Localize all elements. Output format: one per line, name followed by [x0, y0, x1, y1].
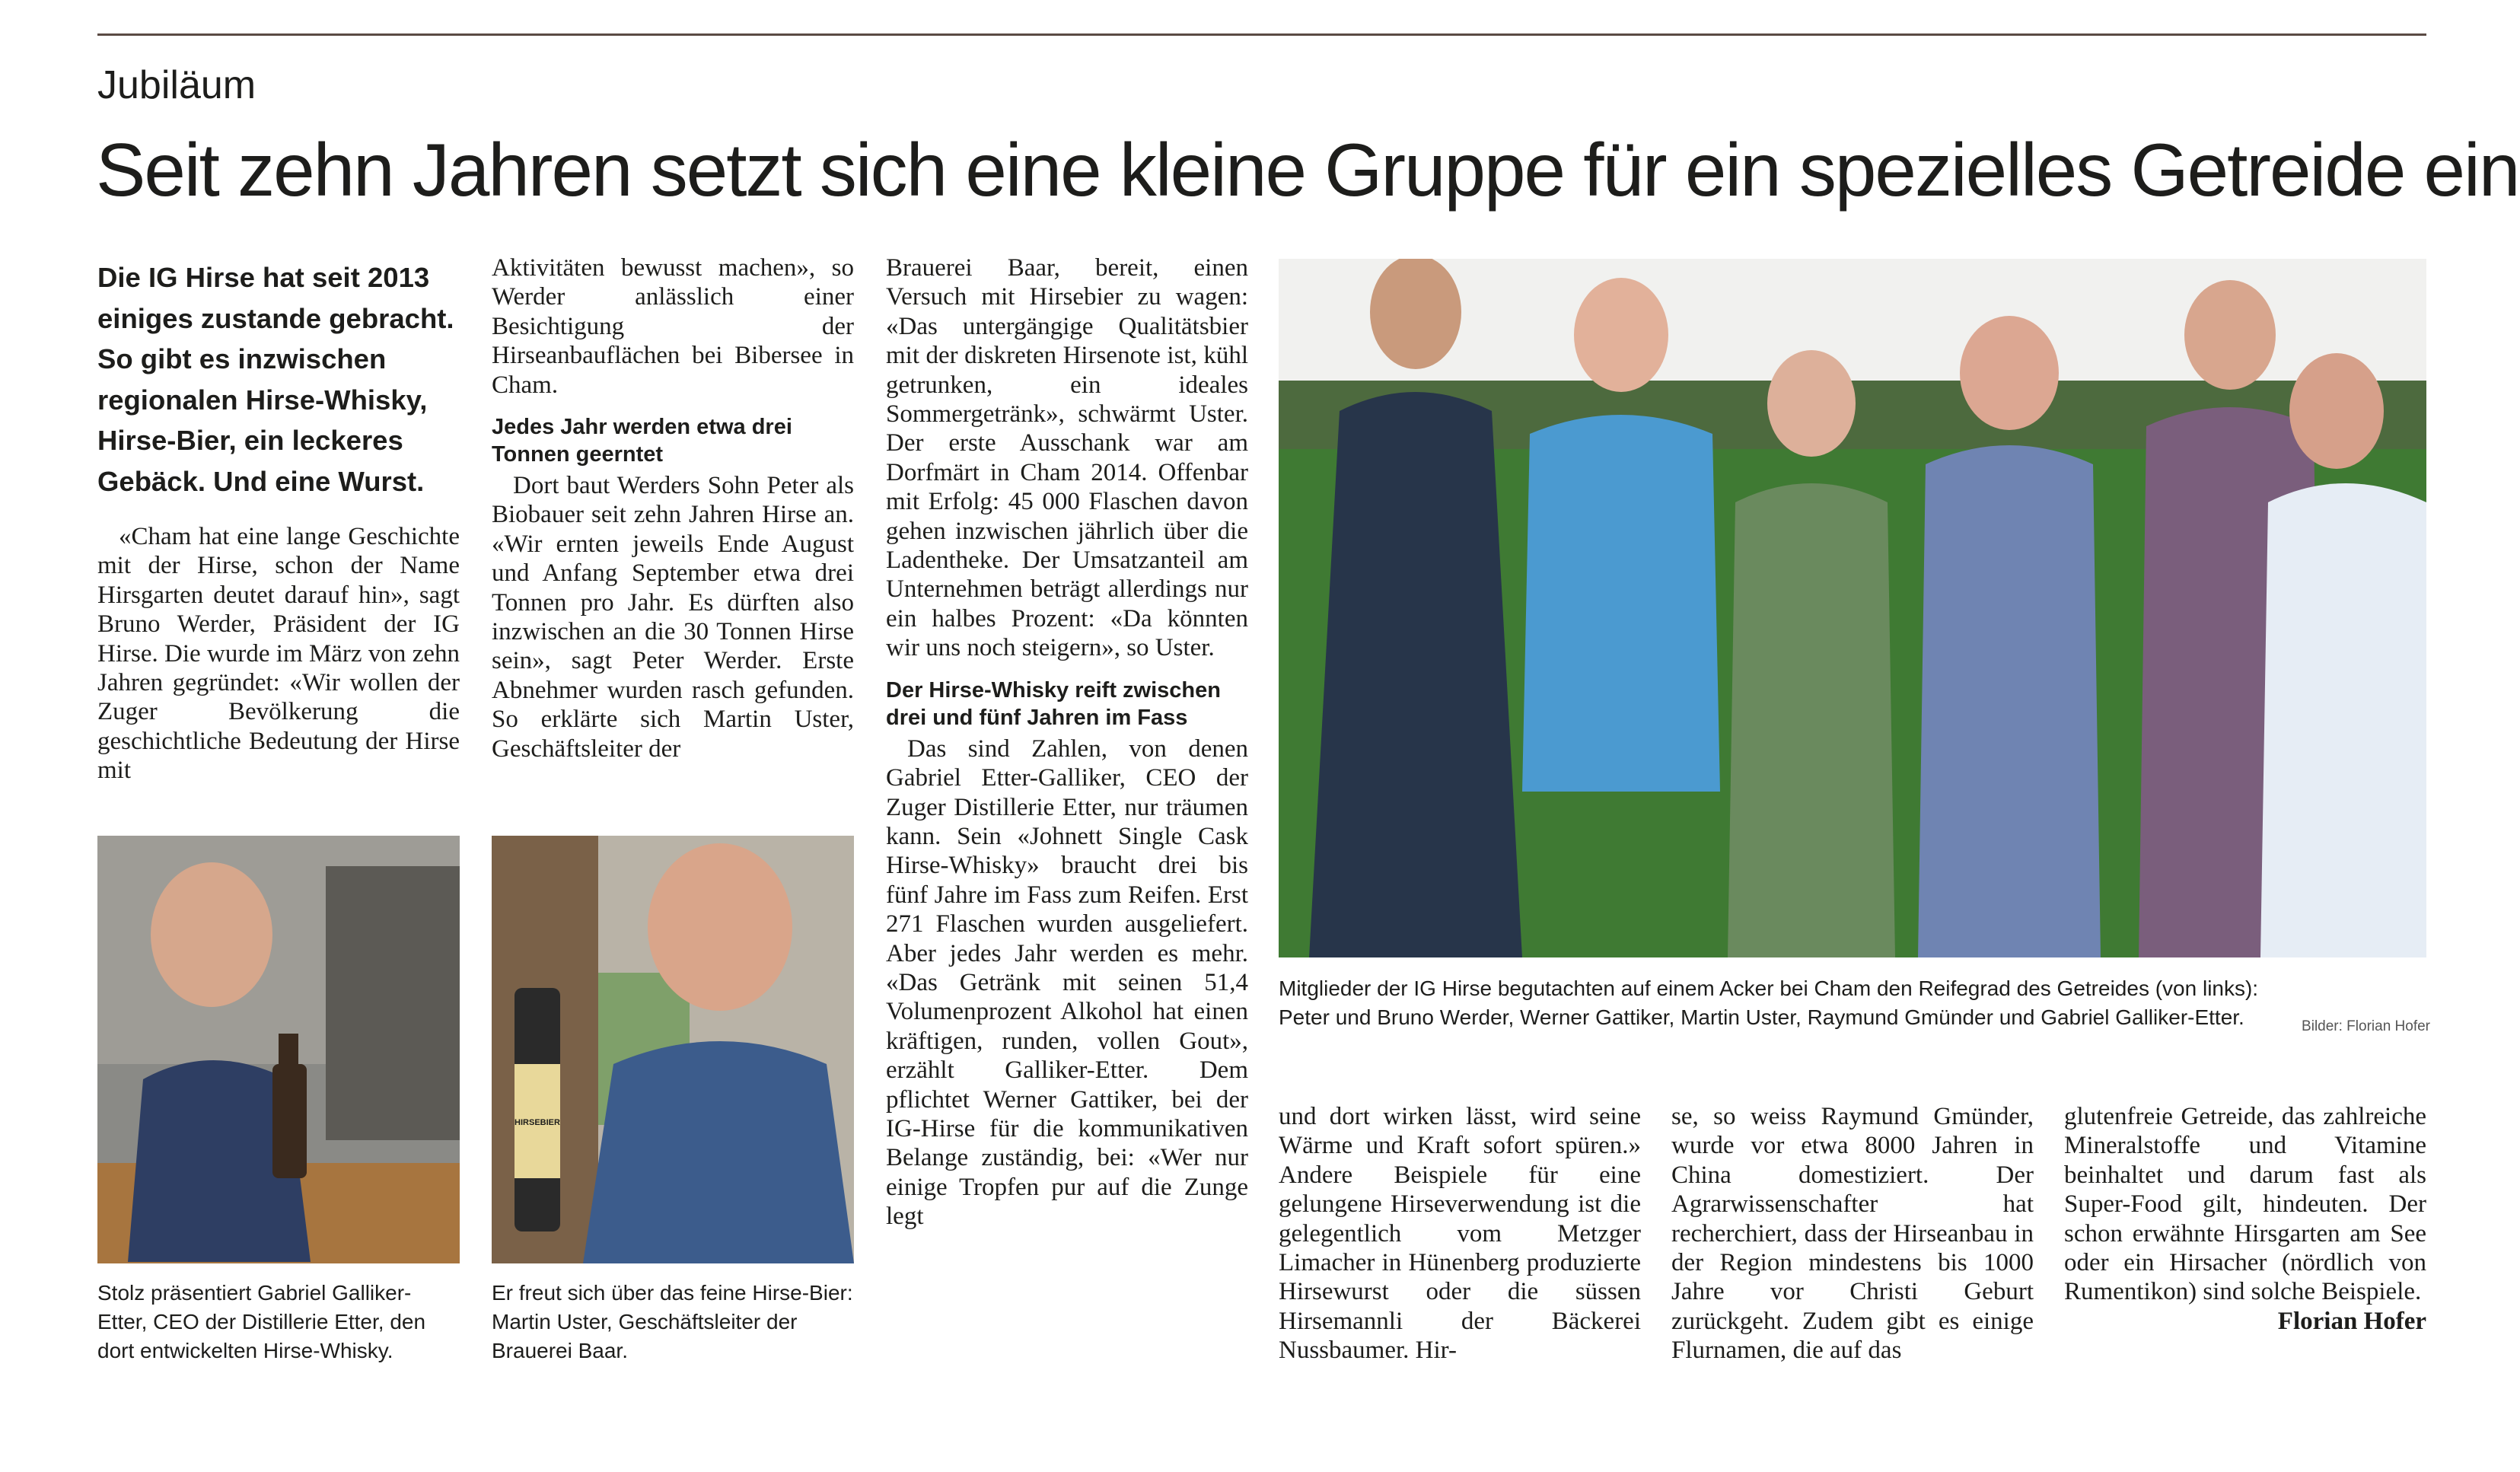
column-2: [492, 253, 854, 763]
bottle-label: HIRSEBIER: [515, 1118, 560, 1127]
lead-text: Die IG Hirse hat seit 2013 einiges zustande gebracht. So gibt es inzwischen regionalen Hirse-Whisky, Hirse-Bier, ein leckeres Gebäck. Und eine Wurst.: [97, 262, 454, 497]
top-rule: [97, 33, 2426, 36]
photo-beer: [492, 836, 854, 1263]
paragraph: Das sind Zahlen, von denen Gabriel Etter-Galliker, CEO der Zuger Distillerie Etter, nur träumen kann. Sein «Johnett Single Cask Hirse-Whisky» braucht drei bis fünf Jahre im Fass zum Reifen. Erst 271 Flaschen wurden ausgeliefert. Aber jedes Jahr werden es mehr. «Das Getränk mit seinen 51,4 Volumenprozent Alkohol hat einen kräftigen, runden, vollen Gout», erzählt Galliker-Etter. Dem pflichtet Werner Gattiker, bei der IG-Hirse für die kommunikativen Belange zuständig, bei: «Wer nur einige Tropfen pur auf die Zunge legt: [886, 734, 1248, 1231]
subheading: Jedes Jahr werden etwa drei Tonnen geerntet: [492, 415, 792, 467]
column-5: [1671, 1102, 2034, 1365]
paragraph: se, so weiss Raymund Gmünder, wurde vor etwa 8000 Jahren in China domestiziert. Der Agrarwissenschafter hat recherchiert, dass der Hirseanbau in der Region mindestens bis 1000 Jahre vor Christi Geburt zurückgeht. Zudem gibt es einige Flurnamen, die auf das: [1671, 1103, 2034, 1365]
paragraph: Dort baut Werders Sohn Peter als Biobauer seit zehn Jahren Hirse an. «Wir ernten jeweils Ende August und Anfang September etwa drei Tonnen pro Jahr. Es dürften also inzwischen an die 30 Tonnen Hirse sein», sagt Peter Werder. Erste Abnehmer wurden rasch gefunden. So erklärte sich Martin Uster, Geschäftsleiter der: [492, 472, 854, 763]
paragraph: «Cham hat eine lange Geschichte mit der Hirse, schon der Name Hirsgarten deutet darauf hin», sagt Bruno Werder, Präsident der IG Hirse. Die wurde im März von zehn Jahren gegründet: «Wir wollen der Zuger Bevölkerung die geschichtliche Bedeutung der Hirse mit: [97, 523, 460, 785]
caption-beer: Er freut sich über das feine Hirse-Bier: Martin Uster, Geschäftsleiter der Brauerei Baar.: [492, 1281, 853, 1362]
column-1: [97, 522, 460, 785]
photo-whisky: [97, 836, 460, 1263]
paragraph: Brauerei Baar, bereit, einen Versuch mit Hirsebier zu wagen: «Das untergängige Qualitätsbier mit der diskreten Hirsenote ist, kühl getrunken, ein ideales Sommergetränk», schwärmt Uster. Der erste Ausschank war am Dorfmärt in Cham 2014. Offenbar mit Erfolg: 45 000 Flaschen davon gehen inzwischen jährlich über die Ladentheke. Der Umsatzanteil am Unternehmen beträgt allerdings nur ein halbes Prozent: «Da könnten wir uns noch steigern», so Uster.: [886, 254, 1248, 662]
caption-whisky: Stolz präsentiert Gabriel Galliker-Etter, CEO der Distillerie Etter, den dort entwickelten Hirse-Whisky.: [97, 1281, 426, 1362]
subheading: Der Hirse-Whisky reift zwischen drei und fünf Jahren im Fass: [886, 677, 1221, 730]
paragraph: und dort wirken lässt, wird seine Wärme und Kraft sofort spüren.» Andere Beispiele für eine gelungene Hirseverwendung ist die gelegentlich vom Metzger Limacher in Hünenberg produzierte Hirsewurst oder die süssen Hirsemannli der Bäckerei Nussbaumer. Hir-: [1279, 1103, 1641, 1365]
caption-group: Mitglieder der IG Hirse begutachten auf einem Acker bei Cham den Reifegrad des Getreides (von links): Peter und Bruno Werder, Werner Gattiker, Martin Uster, Raymund Gmünder und Gabriel Galliker-Etter.: [1279, 977, 2259, 1029]
paragraph: glutenfreie Getreide, das zahlreiche Mineralstoffe und Vitamine beinhaltet und darum fast als Super-Food gilt, hindeuten. Der schon erwähnte Hirsgarten am See oder ein Hirsacher (nördlich von Rumentikon) sind solche Beispiele. Florian Hofer: [2064, 1103, 2426, 1335]
photo-group: [1279, 259, 2426, 957]
column-3: [886, 253, 1248, 1231]
column-4: [1279, 1102, 1641, 1365]
headline: Seit zehn Jahren setzt sich eine kleine Gruppe für ein spezielles Getreide ein: [96, 128, 2519, 212]
paragraph: Aktivitäten bewusst machen», so Werder anlässlich einer Besichtigung der Hirseanbauflächen bei Bibersee in Cham.: [492, 254, 854, 399]
byline: Florian Hofer: [2277, 1307, 2426, 1335]
photo-credit: Bilder: Florian Hofer: [2302, 1018, 2430, 1034]
column-6: [2064, 1102, 2426, 1336]
kicker: Jubiläum: [97, 63, 256, 107]
